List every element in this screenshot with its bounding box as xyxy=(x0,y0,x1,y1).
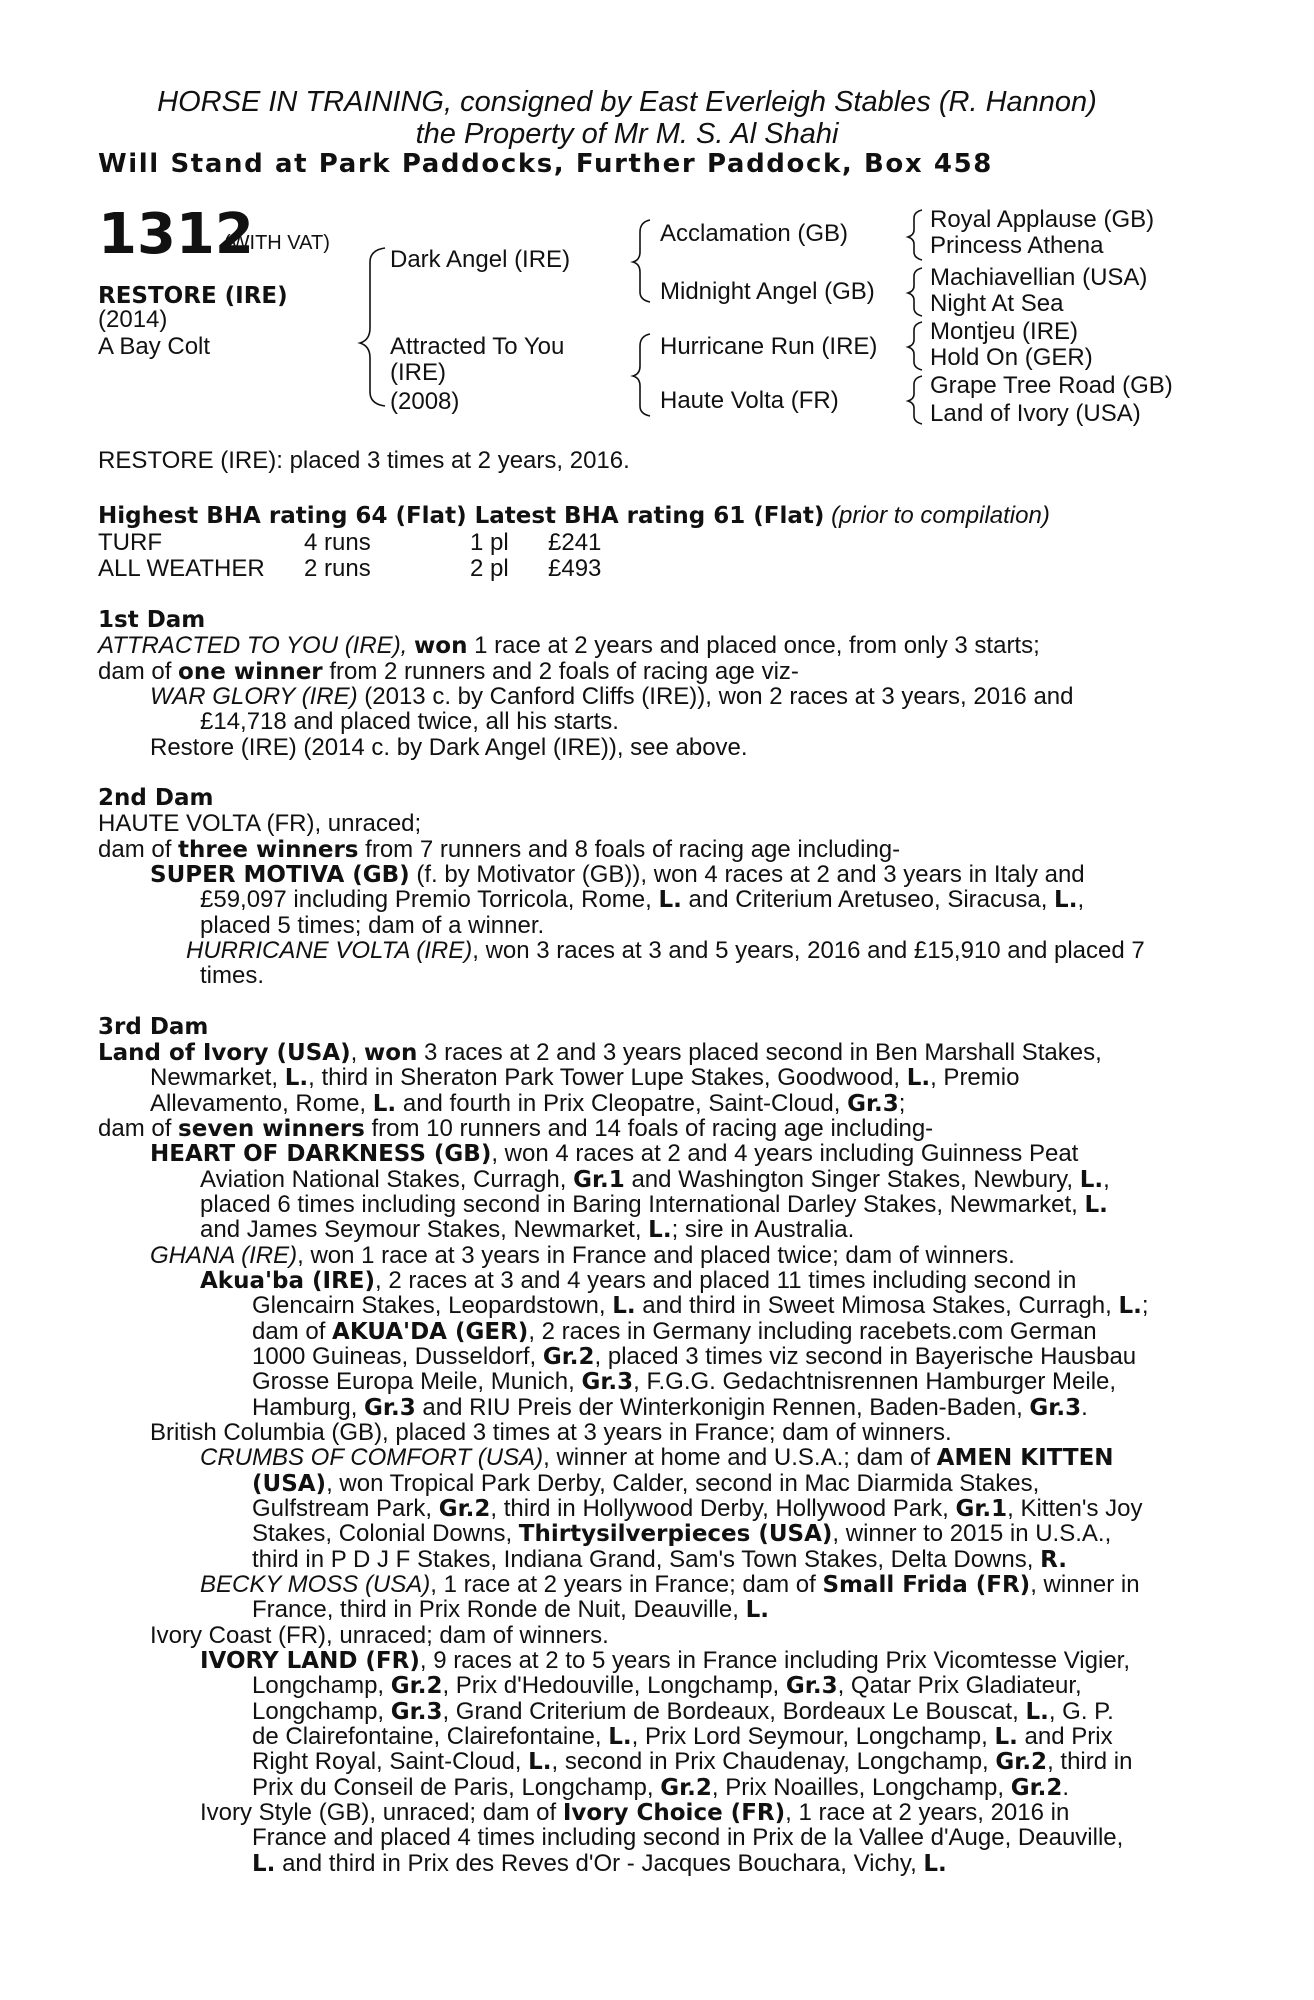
second-dam-line: dam of three winners from 7 runners and 8 foals of racing age including- xyxy=(98,836,901,863)
aw-earnings: £493 xyxy=(548,555,602,582)
third-dam-line: dam of seven winners from 10 runners and 14 foals of racing age including- xyxy=(98,1115,934,1142)
third-dam-line: third in P D J F Stakes, Indiana Grand, Sam's Town Stakes, Delta Downs, R. xyxy=(252,1546,1067,1573)
vat-note: (WITH VAT) xyxy=(224,232,330,254)
third-dam-line: Aviation National Stakes, Curragh, Gr.1 and Washington Singer Stakes, Newbury, L., xyxy=(200,1166,1110,1193)
dam-sire-sire: Montjeu (IRE) xyxy=(930,318,1079,345)
third-dam-line: Prix du Conseil de Paris, Longchamp, Gr.2, Prix Noailles, Longchamp, Gr.2. xyxy=(252,1774,1070,1801)
third-dam-line: France and placed 4 times including second in Prix de la Vallee d'Auge, Deauville, xyxy=(252,1824,1124,1851)
aw-surface: ALL WEATHER xyxy=(98,555,265,582)
sire-sire: Acclamation (GB) xyxy=(660,220,849,247)
dam-line-1: Attracted To You xyxy=(390,333,565,360)
third-dam-line: CRUMBS OF COMFORT (USA), winner at home and U.S.A.; dam of AMEN KITTEN xyxy=(200,1444,1114,1471)
third-dam-line: de Clairefontaine, Clairefontaine, L., Prix Lord Seymour, Longchamp, L. and Prix xyxy=(252,1723,1113,1750)
third-dam-line: (USA), won Tropical Park Derby, Calder, second in Mac Diarmida Stakes, xyxy=(252,1470,1040,1497)
first-dam-heading: 1st Dam xyxy=(98,607,206,633)
sire-dam-sire: Machiavellian (USA) xyxy=(930,264,1148,291)
bha-rating-note: (prior to compilation) xyxy=(831,502,1050,529)
third-dam-line: France, third in Prix Ronde de Nuit, Deauville, L. xyxy=(252,1596,769,1623)
third-dam-line: IVORY LAND (FR), 9 races at 2 to 5 years in France including Prix Vicomtesse Vigier, xyxy=(200,1647,1130,1674)
third-dam-line: Longchamp, Gr.3, Grand Criterium de Bordeaux, Bordeaux Le Bouscat, L., G. P. xyxy=(252,1698,1114,1725)
third-dam-line: GHANA (IRE), won 1 race at 3 years in France and placed twice; dam of winners. xyxy=(150,1242,1015,1269)
first-dam-line: Restore (IRE) (2014 c. by Dark Angel (IRE)), see above. xyxy=(150,734,748,761)
third-dam-line: Right Royal, Saint-Cloud, L., second in Prix Chaudenay, Longchamp, Gr.2, third in xyxy=(252,1748,1133,1775)
third-dam-line: BECKY MOSS (USA), 1 race at 2 years in France; dam of Small Frida (FR), winner in xyxy=(200,1571,1140,1598)
third-dam-line: Land of Ivory (USA), won 3 races at 2 and 3 years placed second in Ben Marshall Stakes, xyxy=(98,1039,1102,1066)
third-dam-line: L. and third in Prix des Reves d'Or - Jacques Bouchara, Vichy, L. xyxy=(252,1850,947,1877)
third-dam-line: 1000 Guineas, Dusseldorf, Gr.2, placed 3 times viz second in Bayerische Hausbau xyxy=(252,1343,1137,1370)
dam-dam: Haute Volta (FR) xyxy=(660,387,839,414)
sire-sire-dam: Princess Athena xyxy=(930,232,1104,259)
second-dam-heading: 2nd Dam xyxy=(98,785,214,811)
first-dam-line: WAR GLORY (IRE) (2013 c. by Canford Cliffs (IRE)), won 2 races at 3 years, 2016 and xyxy=(150,683,1074,710)
aw-placed: 2 pl xyxy=(470,555,509,582)
dam-line-2: (IRE) xyxy=(390,359,446,386)
turf-runs: 4 runs xyxy=(304,529,371,556)
third-dam-line: Ivory Style (GB), unraced; dam of Ivory Choice (FR), 1 race at 2 years, 2016 in xyxy=(200,1799,1070,1826)
dam-sire: Hurricane Run (IRE) xyxy=(660,333,878,360)
turf-placed: 1 pl xyxy=(470,529,509,556)
bha-rating-text: Highest BHA rating 64 (Flat) Latest BHA rating 61 (Flat) xyxy=(98,503,825,529)
racing-summary: RESTORE (IRE): placed 3 times at 2 years, 2016. xyxy=(98,447,630,474)
horse-description: A Bay Colt xyxy=(98,333,211,360)
third-dam-line: British Columbia (GB), placed 3 times at 3 years in France; dam of winners. xyxy=(150,1419,952,1446)
lot-number: 1312 xyxy=(98,202,254,267)
second-dam-line: placed 5 times; dam of a winner. xyxy=(200,912,545,939)
third-dam-line: Longchamp, Gr.2, Prix d'Hedouville, Longchamp, Gr.3, Qatar Prix Gladiateur, xyxy=(252,1672,1082,1699)
horse-name: RESTORE (IRE) xyxy=(98,283,288,309)
second-dam-line: HAUTE VOLTA (FR), unraced; xyxy=(98,810,422,837)
third-dam-line: HEART OF DARKNESS (GB), won 4 races at 2 and 4 years including Guinness Peat xyxy=(150,1140,1079,1167)
third-dam-line: Akua'ba (IRE), 2 races at 3 and 4 years and placed 11 times including second in xyxy=(200,1267,1077,1294)
second-dam-line: £59,097 including Premio Torricola, Rome, L. and Criterium Aretuseo, Siracusa, L., xyxy=(200,886,1085,913)
turf-surface: TURF xyxy=(98,529,162,556)
third-dam-line: Hamburg, Gr.3 and RIU Preis der Winterkonigin Rennen, Baden-Baden, Gr.3. xyxy=(252,1394,1088,1421)
first-dam-line: £14,718 and placed twice, all his starts. xyxy=(200,708,619,735)
third-dam-line: Newmarket, L., third in Sheraton Park Tower Lupe Stakes, Goodwood, L., Premio xyxy=(150,1064,1020,1091)
third-dam-line: Stakes, Colonial Downs, Thirtysilverpieces (USA), winner to 2015 in U.S.A., xyxy=(252,1520,1112,1547)
consignor-line: HORSE IN TRAINING, consigned by East Everleigh Stables (R. Hannon) xyxy=(157,86,1097,118)
property-line: the Property of Mr M. S. Al Shahi xyxy=(415,118,839,150)
sire-dam: Midnight Angel (GB) xyxy=(660,278,875,305)
stand-line: Will Stand at Park Paddocks, Further Paddock, Box 458 xyxy=(98,149,993,179)
first-dam-line: dam of one winner from 2 runners and 2 foals of racing age viz- xyxy=(98,658,799,685)
sire: Dark Angel (IRE) xyxy=(390,246,571,273)
third-dam-line: Glencairn Stakes, Leopardstown, L. and third in Sweet Mimosa Stakes, Curragh, L.; xyxy=(252,1292,1149,1319)
dam-dam-sire: Grape Tree Road (GB) xyxy=(930,372,1173,399)
third-dam-line: Allevamento, Rome, L. and fourth in Prix Cleopatre, Saint-Cloud, Gr.3; xyxy=(150,1090,906,1117)
dam-line-3: (2008) xyxy=(390,388,460,415)
second-dam-line: times. xyxy=(200,962,265,989)
dam-sire-dam: Hold On (GER) xyxy=(930,344,1093,371)
third-dam-heading: 3rd Dam xyxy=(98,1014,209,1040)
first-dam-line: ATTRACTED TO YOU (IRE), won 1 race at 2 years and placed once, from only 3 starts; xyxy=(98,632,1040,659)
third-dam-line: Gulfstream Park, Gr.2, third in Hollywood Derby, Hollywood Park, Gr.1, Kitten's Joy xyxy=(252,1495,1143,1522)
turf-earnings: £241 xyxy=(548,529,602,556)
dam-dam-dam: Land of Ivory (USA) xyxy=(930,400,1141,427)
bha-rating xyxy=(98,502,1050,530)
second-dam-line: SUPER MOTIVA (GB) (f. by Motivator (GB)), won 4 races at 2 and 3 years in Italy and xyxy=(150,861,1085,888)
foaling-year: (2014) xyxy=(98,306,168,333)
third-dam-line: and James Seymour Stakes, Newmarket, L.; sire in Australia. xyxy=(200,1216,855,1243)
aw-runs: 2 runs xyxy=(304,555,371,582)
third-dam-line: Ivory Coast (FR), unraced; dam of winners. xyxy=(150,1622,609,1649)
sire-sire-sire: Royal Applause (GB) xyxy=(930,206,1155,233)
sire-dam-dam: Night At Sea xyxy=(930,290,1064,317)
third-dam-line: dam of AKUA'DA (GER), 2 races in Germany including racebets.com German xyxy=(252,1318,1097,1345)
third-dam-line: Grosse Europa Meile, Munich, Gr.3, F.G.G. Gedachtnisrennen Hamburger Meile, xyxy=(252,1368,1117,1395)
third-dam-line: placed 6 times including second in Baring International Darley Stakes, Newmarket, L. xyxy=(200,1191,1108,1218)
second-dam-line: HURRICANE VOLTA (IRE), won 3 races at 3 and 5 years, 2016 and £15,910 and placed 7 xyxy=(186,937,1145,964)
